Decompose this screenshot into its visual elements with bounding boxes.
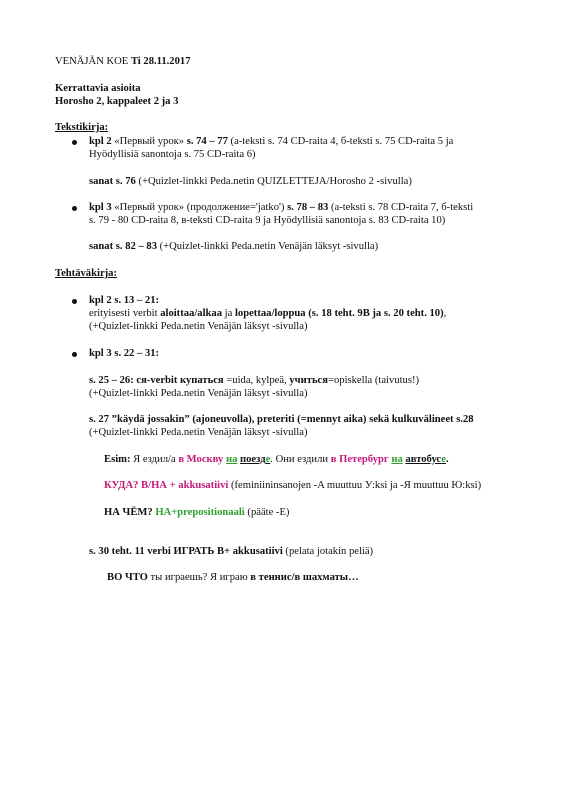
bullet-icon	[72, 352, 77, 357]
th-item1-l2d: lopettaa/loppua	[234, 308, 306, 319]
bullet-icon	[72, 140, 77, 145]
th-item1-line3: (+Quizlet-linkki Peda.netin Venäjän läksyt -sivulla)	[89, 321, 308, 332]
th-item1-l2e: (s. 18 teht. 9B ja s. 20 teht. 10)	[305, 308, 444, 319]
tk-item2-sanat: sanat s. 82 – 83	[89, 241, 157, 252]
th-s25b: =uida, kylpeä,	[223, 375, 290, 386]
kuda-label: КУДА? В/НА + akkusatiivi	[104, 480, 229, 491]
esim-label: Esim:	[104, 454, 131, 465]
th-item1-l2f: ,	[443, 308, 447, 319]
th-s25-line	[89, 375, 419, 387]
esim-moskva: в Москву	[178, 454, 224, 465]
tk-item1-line2: Hyödyllisiä sanontoja s. 75 CD-raita 6)	[89, 149, 256, 160]
tehtavakirja-heading: Tehtäväkirja:	[55, 268, 117, 279]
bullet-icon	[72, 206, 77, 211]
title-date: Ti 28.11.2017	[130, 56, 191, 67]
th-s27-quizlet: (+Quizlet-linkki Peda.netin Venäjän läksyt -sivulla)	[89, 427, 308, 438]
s30-line	[89, 546, 373, 558]
esim-poezd-ending: е	[265, 454, 271, 465]
nachem-note: (pääte -E)	[244, 507, 290, 518]
th-item2-head: kpl 3 s. 22 – 31:	[89, 348, 160, 359]
tk-item2-line2: s. 79 - 80 CD-raita 8, в-teksti CD-raita 9 ja Hyödyllisiä sanontoja s. 83 CD-raita 10)	[89, 215, 446, 226]
tk-item1-line1	[89, 136, 453, 148]
vochto-label: ВО ЧТО	[107, 572, 148, 583]
tekstikirja-heading: Tekstikirja:	[55, 122, 109, 133]
esim-poezd	[240, 454, 270, 465]
esim-text6: . Они ездили	[270, 454, 331, 465]
title-prefix: VENÄJÄN KOE	[55, 56, 129, 67]
vochto-line	[107, 572, 359, 584]
th-item1-head: kpl 2 s. 13 – 21:	[89, 295, 160, 306]
th-s27-line: s. 27 ”käydä jossakin” (ajoneuvolla), preteriti (=mennyt aika) sekä kulkuvälineet s.28	[89, 414, 474, 425]
th-s25a: s. 25 – 26: ся-verbit купаться	[89, 375, 224, 386]
subtitle-2: Horosho 2, kappaleet 2 ja 3	[55, 96, 179, 107]
vochto-text: ты играешь? Я играю	[147, 572, 251, 583]
tk-item2-pages: s. 78 – 83	[287, 202, 329, 213]
s30-label: s. 30 teht. 11 verbi ИГРАТЬ В+ akkusatiivi	[89, 546, 283, 557]
s30-note: (pelata jotakin peliä)	[282, 546, 374, 557]
esim-peterburg: в Петербург	[330, 454, 389, 465]
th-s25c: учиться	[289, 375, 328, 386]
tk-item2-kpl: kpl 3	[89, 202, 112, 213]
nachem-rule: НА+prepositionaali	[155, 507, 245, 518]
esim-line	[104, 454, 449, 466]
tk-item2-t1: «Первый урок» (продолжение='jatko')	[111, 202, 288, 213]
kuda-line	[104, 480, 481, 492]
esim-end: .	[445, 454, 449, 465]
vochto-answer: в теннис/в шахматы…	[250, 572, 359, 583]
esim-poezd-stem: поезд	[240, 454, 266, 465]
esim-na-2: на	[391, 454, 403, 465]
doc-title	[55, 56, 191, 68]
tk-item2-line1	[89, 202, 473, 214]
bullet-icon	[72, 299, 77, 304]
kuda-note: (feminiininsanojen -A muuttuu У:ksi ja -Я muuttuu Ю:ksi)	[228, 480, 482, 491]
th-s25-quizlet: (+Quizlet-linkki Peda.netin Venäjän läksyt -sivulla)	[89, 388, 308, 399]
tk-item1-t2: (a-teksti s. 74 CD-raita 4, б-teksti s. 75 CD-raita 5 ja	[227, 136, 454, 147]
tk-item2-t2: (a-teksti s. 78 CD-raita 7, б-teksti	[328, 202, 474, 213]
th-item1-l2a: erityisesti verbit	[89, 308, 161, 319]
th-s25d: =opiskella (taivutus!)	[328, 375, 419, 386]
esim-avtobus	[405, 454, 446, 465]
th-item1-l2b: aloittaa/alkaa	[160, 308, 223, 319]
tk-item1-t1: «Первый урок»	[111, 136, 187, 147]
tk-item2-sanat-line	[89, 241, 378, 253]
tk-item1-sanat-line	[89, 176, 412, 188]
tk-item1-kpl: kpl 2	[89, 136, 112, 147]
tk-item1-pages: s. 74 – 77	[186, 136, 228, 147]
esim-text1: Я ездил/а	[130, 454, 179, 465]
subtitle-1: Kerrattavia asioita	[55, 83, 141, 94]
tk-item1-sanat: sanat s. 76	[89, 176, 136, 187]
esim-na-1: на	[225, 454, 238, 465]
th-item1-l2c: ja	[222, 308, 235, 319]
esim-avtobus-ending: е	[441, 454, 446, 465]
tk-item2-sanat-rest: (+Quizlet-linkki Peda.netin Venäjän läksyt -sivulla)	[157, 241, 379, 252]
nachem-label: НА ЧЁМ?	[104, 507, 156, 518]
nachem-line	[104, 507, 289, 519]
tk-item1-sanat-rest: (+Quizlet-linkki Peda.netin QUIZLETTEJA/Horosho 2 -sivulla)	[135, 176, 412, 187]
th-item1-line2	[89, 308, 446, 320]
esim-avtobus-stem: автобус	[405, 454, 442, 465]
